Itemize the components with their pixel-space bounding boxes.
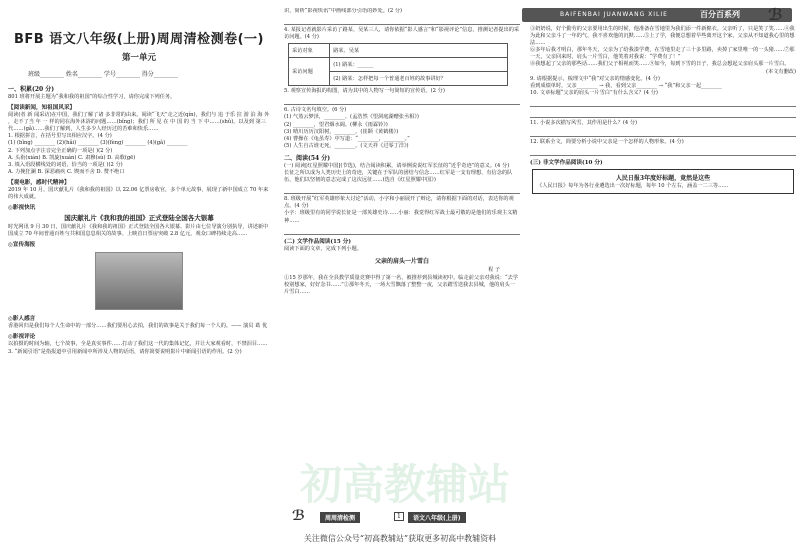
- column-left: [8, 8, 270, 558]
- question-item: (5) 人生自古谁无死，________。(文天祥《过零丁洋》): [284, 142, 409, 149]
- question: 1. 根据拼音，在括号里写出相应汉字。(4 分): [8, 133, 112, 140]
- question-item: (1) 气蒸云梦泽，________。(孟浩然《望洞庭湖赠张丞相》): [284, 114, 419, 121]
- page-number: 1: [394, 512, 404, 521]
- brand-logo-icon: ℬ: [768, 5, 783, 24]
- interview-table: [288, 43, 508, 86]
- footer-right-label: 语文八年级(上册): [408, 512, 466, 523]
- comment-body: 以拍摄的时间为轴，七个故事，全是真实事件……打动了我们这一代的集体记忆，并让大家观看时，不禁泪目……: [8, 341, 268, 348]
- article-author: 程 子: [488, 266, 500, 273]
- section-intro: 801 班将开展主题为“我和我的祖国”的综合性学习，请你完成下列任务。: [8, 94, 176, 100]
- block-heading: 【观电影，感时代精神】: [8, 179, 70, 186]
- footer-logo-icon: ℬ: [292, 508, 305, 524]
- answer-line: [530, 147, 796, 156]
- answer-line: [530, 128, 796, 137]
- view-body: 香港回归是我们每个人生命中的一部分……我们要用心去拍，我们的故事是关于我们每一个人的。—— 演员 葛 优: [8, 323, 268, 330]
- unit-subtitle: 第一单元: [121, 53, 156, 63]
- section-heading: 二、阅读(54 分): [284, 154, 331, 162]
- news-label: ◎影视快讯: [8, 205, 36, 212]
- page-title: BFB 语文八年级(上册)周周清检测卷(一): [14, 32, 264, 47]
- block-heading: 【阅读新闻，知祖国风采】: [8, 105, 76, 112]
- view-label: ◎影人感言: [8, 316, 36, 323]
- question: 3. 填入语段横线处的词语，恰当的一项是( )(2 分): [8, 161, 123, 168]
- passage: 阅读(者 新 闻采访)在中国，我们了解了诸 多非常的由来。阅读“飞天”走之近(qín)，我们与 追 于乐 拉 游 泊 海 外 ，走不了当 年 一 样的同在海外沐浴的问题……(bǐng)；我们 所 见 在 中 国 的 当 下 中……(shǔ)。以及到 第三代……(gǎ)……我们了解到，人生多少人经历过的苦难和快乐……: [8, 112, 270, 133]
- section-heading: 一、积累(20 分): [8, 86, 55, 93]
- question-item: 看到成绩单时，父亲________ → 我，看到父亲________ → “我”和父亲一起________: [530, 82, 722, 89]
- article-paragraph: ③奶奶说，好个勤劳的父亲要用出生的时候，他准备在雪地里为我们添一件新棉衣。父亲听了，只是笑了笑……④我为此和父亲斗了一年的气，我不喜欢他的沉默……⑤上了学，我便总想着早些离开这个家，父亲从不知道我心里的想法……: [530, 26, 795, 47]
- question-options: A. 头衔(xián) B. 凯旋(xuán) C. 肃穆(sù) D. 高歌(gē): [8, 154, 136, 161]
- header-band-text: BAIFENBAI JUANWANG XILIE: [560, 11, 668, 18]
- article-paragraph: ⑧我想起了父亲的那些话……我们父子相视而笑……⑨如今，每到下雪的日子，我总会想起父亲肩头那一片雪白。: [530, 61, 790, 68]
- answer-line: [284, 226, 520, 235]
- question: 5. 观察宣传海报的构图，请为其中的人物写一句简短的宣传语。(2 分): [284, 88, 445, 95]
- passage: 小字：班级里有的同学说长征是一部英雄史诗……小丽：我觉得红军战士最可敬的是他们的乐观主义精神……: [284, 210, 518, 224]
- question-item: (2) ________，望君烟水阔。(柳永《雨霖铃》): [284, 121, 388, 128]
- passage: 长征之所以成为人类历史上的奇迹，关键在于军队的团结与信念……红军是一支有理想、有信念的队伍，他们以坚韧的意志完成了这次远征……(选自《红星照耀中国》): [284, 170, 513, 184]
- block-heading: (二) 文学作品阅读(15 分): [284, 238, 352, 245]
- answer-line: [284, 185, 520, 194]
- answer-line: [284, 96, 520, 105]
- table-header: 采访对象: [289, 44, 330, 58]
- question-options: (1) (bǐng) ________ (2)(hǎi) ________ (3)(fèng) ________ (4)(gǎ) ________: [8, 140, 188, 147]
- question: 9. 请根据提示，梳理文中“我”对父亲的情感变化。(4 分): [530, 75, 660, 82]
- question: 2. 下列加点字注音完全正确的一项是( )(2 分): [8, 147, 113, 154]
- question: 6. 古诗文名句填空。(6 分): [284, 107, 347, 114]
- question-item: (4) 曹操在《龟虽寿》中写道：“________，________。”: [284, 135, 410, 142]
- passage: 2019 年 10 月，国庆献礼片《我和我的祖国》以 22.06 亿票房收官，多个单元故事，展现了新中国成立 70 年来的伟大成就。: [8, 186, 269, 201]
- question: 11. 小说多次描写风雪，其作用是什么？(4 分): [530, 119, 638, 126]
- table-cell: (2) 路某：怎样把每一个普通老百姓的故事讲好？: [330, 72, 508, 86]
- brand-label: 百分百系列: [700, 10, 740, 19]
- column-right: [530, 8, 796, 558]
- block-heading: (三) 非文学作品阅读(10 分): [530, 160, 603, 167]
- question: 12. 联系全文，简要分析小说中父亲是一个怎样的人物形象。(4 分): [530, 139, 684, 146]
- section-intro: 阅读下面的文章，完成下列小题。: [284, 245, 362, 252]
- question-item: (3) 晴川历历汉阳树，________。(崔颢《黄鹤楼》): [284, 128, 399, 135]
- bottom-note: 关注微信公众号“初高教辅站”获取更多初高中教辅资料: [303, 534, 497, 543]
- movie-poster-image: [95, 252, 183, 310]
- question: 8. 班级开展“红军英雄形象大讨论”活动，小字和小丽展开了辩论，请你根据下面的对话，表达你的观点。(4 分): [284, 196, 514, 210]
- watermark: 初高教辅站: [300, 460, 511, 509]
- question: 4. 某报记者就影片采访了路某、吴某三人，请你依据“影人感言”和“影视评论”信息，推测记者提出的采访问题。(4 分): [284, 27, 520, 41]
- footer-left-label: 周周清检测: [320, 512, 360, 523]
- question: 3. “新闻引语”是指报道中引用新闻中所涉及人物的话语，请你简要说明影片中新闻引语的作用。(2 分): [8, 348, 242, 355]
- answer-line: [284, 16, 520, 25]
- news-body: 时光网讯 9 月 30 日，国庆献礼片《我和我的祖国》正式登陆全国各大银幕。影片由七位导演分别执导，讲述新中国成立 70 年间普通百姓与共和国息息相关的故事。上映首日票房突破 2.8 亿元，观众口碑持续走高……: [8, 224, 269, 238]
- comment-label: ◎影视评论: [8, 334, 36, 341]
- answer-line: [530, 98, 796, 107]
- poster-label: ◎宣传海报: [8, 242, 36, 249]
- table-cell: (1) 路某：______: [330, 58, 508, 72]
- question: (一) 阅读[红星照耀中国](节选)，结合阅读积累，请举例说说红军长征的“近乎奇迹”的意义。(4 分): [284, 162, 510, 169]
- question-options: A. 力挽狂澜 B. 深恶痛疾 C. 锲而不舍 D. 赞不绝口: [8, 168, 125, 175]
- reading-box: [532, 169, 794, 194]
- article-paragraph: ⑥多年后我才明白，那年冬天，父亲为了给我凑学费，在雪地里走了三十多里路，卖掉了家里唯一的一头猪……⑦那一天，父亲回来时，肩头一片雪白，他笑着对我说：“学费有了！”: [530, 47, 795, 61]
- table-header: 路某、吴某: [330, 44, 508, 58]
- box-body: 《人民日报》每年为各行业遴选出一次好标题，每年 10 个左右，涵盖一二三等……: [537, 183, 729, 190]
- question-continued: 识，简析“影视快讯”中画线部分引语的妙处。(2 分): [284, 8, 403, 14]
- answer-line: [530, 109, 796, 118]
- question: 10. 文章标题“父亲的肩头一片雪白”有什么含义？(4 分): [530, 89, 658, 96]
- article-body: ①15 岁那年，我在全县教学质量竞赛中得了第一名，被推荐到县城读初中。临走前父亲对我说：“去学校别想家，好好念书……”②那年冬天，一场大雪飘落了整整一夜，父亲踏雪送我去县城，他的肩头一片雪白……: [284, 274, 518, 295]
- news-headline: 国庆献礼片《我和我的祖国》正式登陆全国各大银幕: [64, 214, 214, 223]
- box-title: 人民日报3年度好标题，竟然是这些: [615, 175, 711, 183]
- student-info: 班级________ 姓名________ 学号________ 得分________: [28, 71, 178, 78]
- article-note: (本文有删改): [766, 68, 796, 75]
- article-title: 父亲的肩头一片雪白: [374, 257, 429, 265]
- table-cell: 采访问题: [289, 58, 330, 86]
